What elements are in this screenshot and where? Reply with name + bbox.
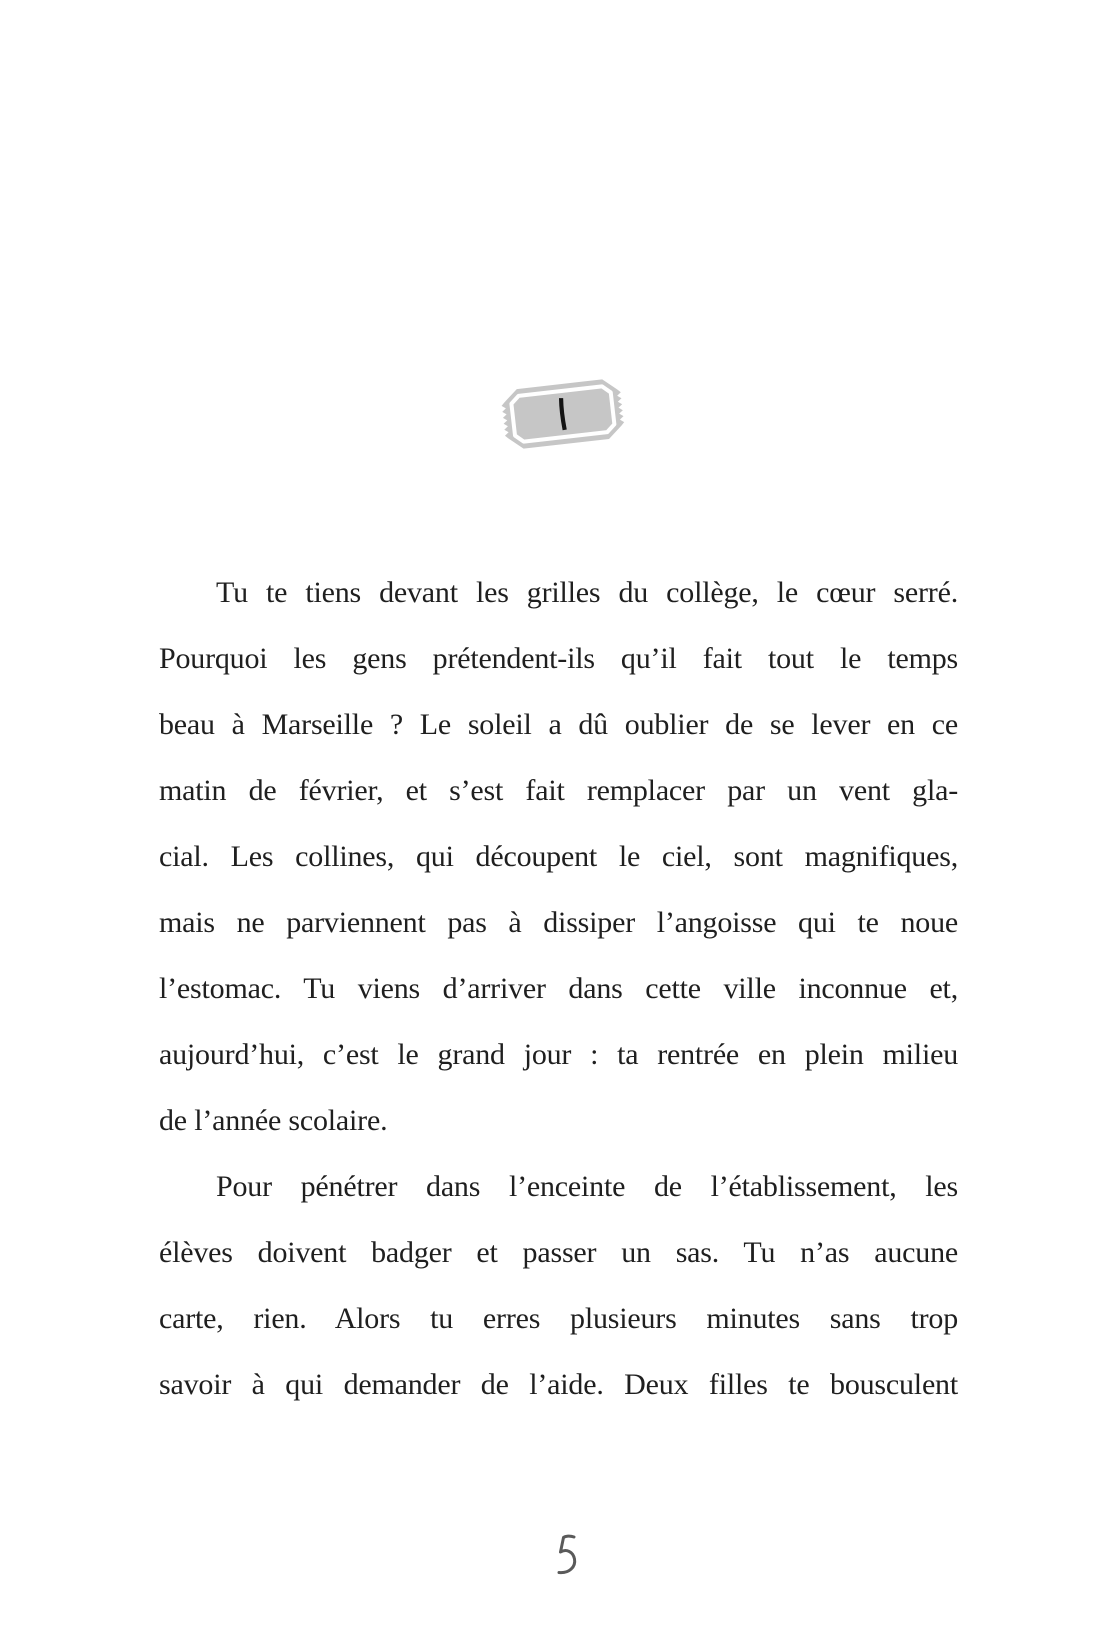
text-line: aujourd’hui, c’est le grand jour : ta rentrée en plein milieu	[159, 1038, 958, 1071]
text-line: beau à Marseille ? Le soleil a dû oublier de se lever en ce	[159, 708, 958, 741]
text-line: carte, rien. Alors tu erres plusieurs minutes sans trop	[159, 1302, 958, 1335]
text-line: Tu te tiens devant les grilles du collège, le cœur serré.	[216, 576, 958, 609]
page-number-glyph	[551, 1533, 579, 1577]
text-line: matin de février, et s’est fait remplacer par un vent gla-	[159, 774, 958, 807]
text-line: savoir à qui demander de l’aide. Deux filles te bousculent	[159, 1368, 958, 1401]
ticket-icon	[497, 373, 628, 457]
text-line: cial. Les collines, qui découpent le ciel, sont magnifiques,	[159, 840, 958, 873]
text-line: élèves doivent badger et passer un sas. Tu n’as aucune	[159, 1236, 958, 1269]
chapter-ornament	[497, 373, 628, 457]
text-line: l’estomac. Tu viens d’arriver dans cette ville inconnue et,	[159, 972, 958, 1005]
paragraph-2	[159, 1154, 958, 1418]
page-text	[159, 560, 958, 1418]
text-line: mais ne parviennent pas à dissiper l’angoisse qui te noue	[159, 906, 958, 939]
paragraph-1	[159, 560, 958, 1154]
text-line: Pour pénétrer dans l’enceinte de l’établissement, les	[216, 1170, 958, 1203]
text-line: Pourquoi les gens prétendent-ils qu’il fait tout le temps	[159, 642, 958, 675]
page-number	[551, 1533, 579, 1577]
text-line: de l’année scolaire.	[159, 1104, 388, 1137]
